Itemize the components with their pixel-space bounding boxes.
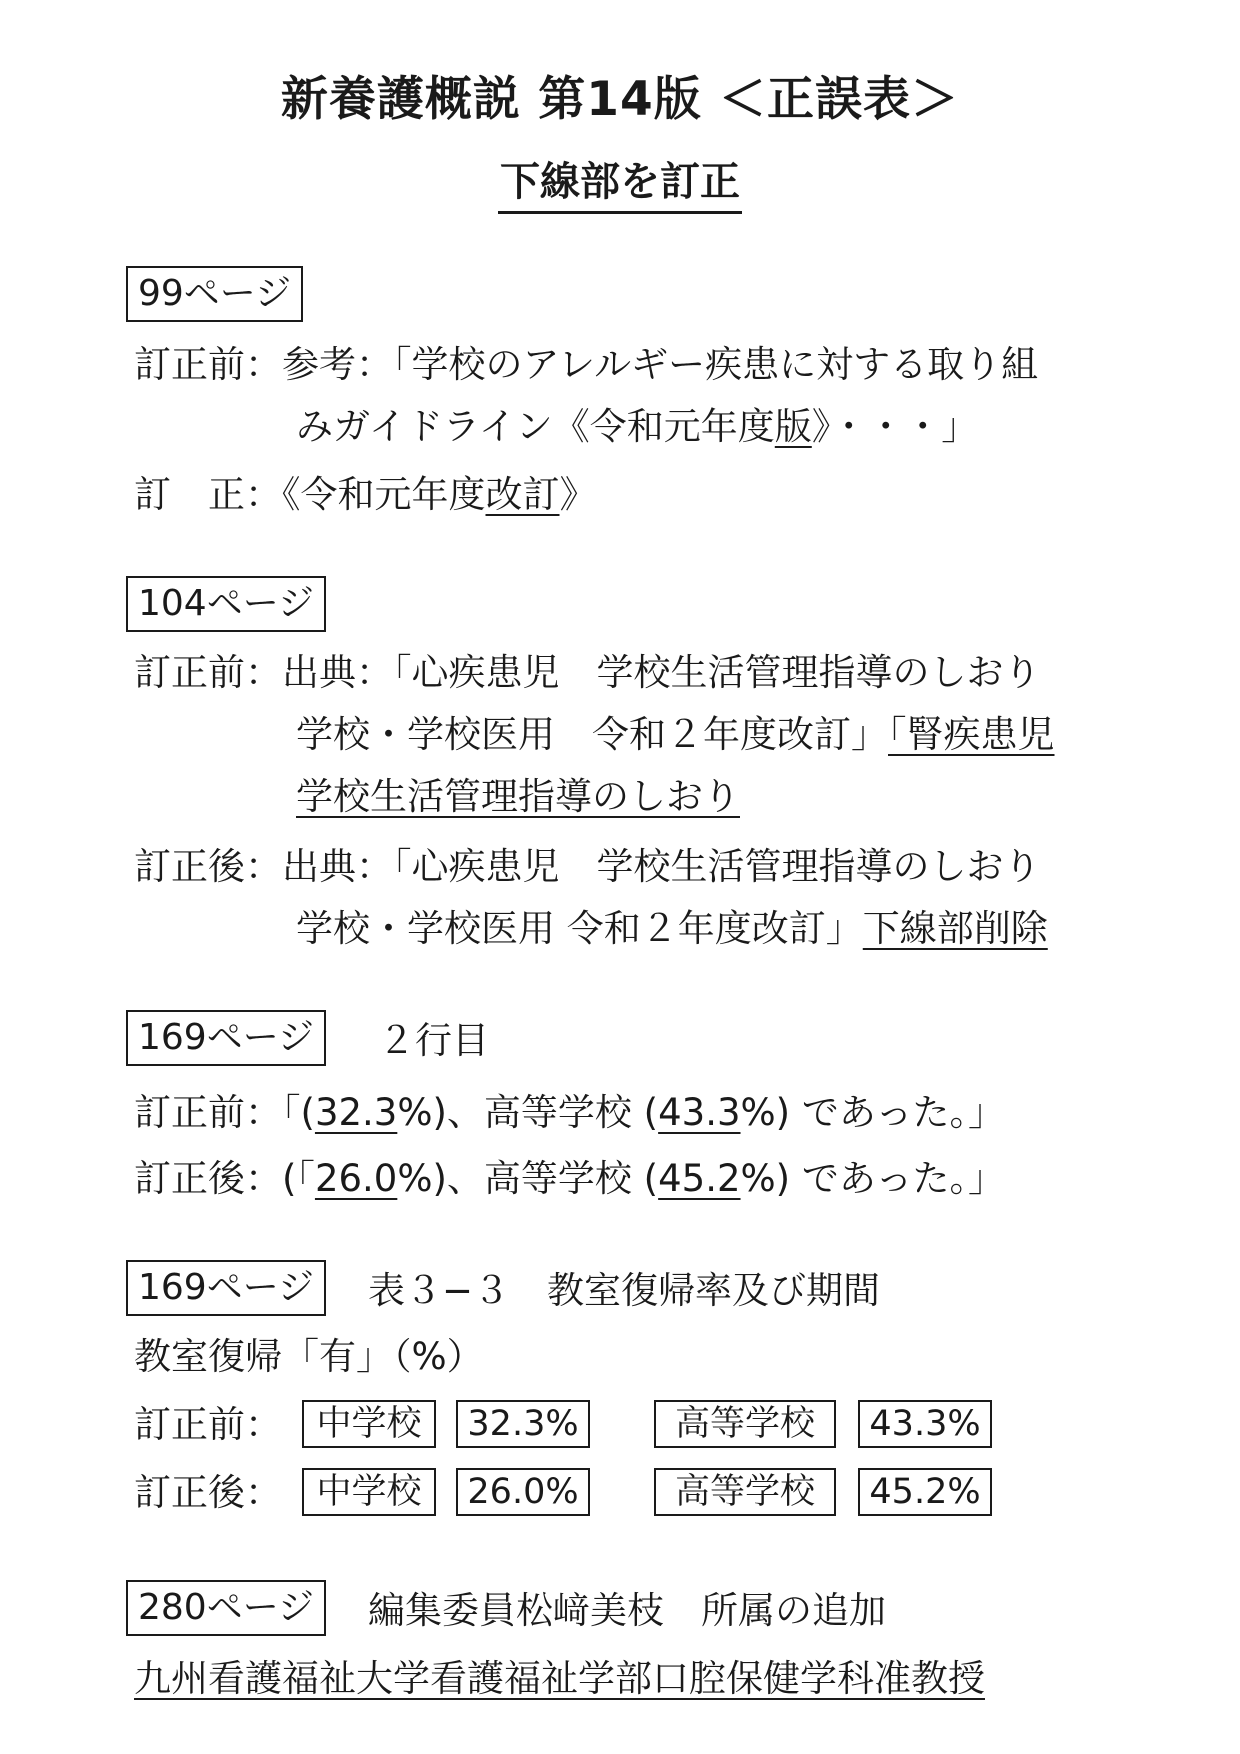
underlined-value: 43.3: [658, 1091, 741, 1134]
underlined-text: 九州看護福祉大学看護福祉学部口腔保健学科准教授: [134, 1657, 985, 1700]
table-cell: 45.2%: [858, 1468, 992, 1516]
s2-after-line-1: [134, 845, 1041, 888]
page-ref-280: 280ページ: [126, 1580, 326, 1636]
table-cell: 43.3%: [858, 1400, 992, 1448]
underlined-value: 32.3: [314, 1091, 398, 1134]
s1-before-line-1: [134, 343, 1039, 386]
underlined-value: 26.0: [314, 1157, 398, 1200]
page-subtitle: [0, 150, 1240, 207]
page-ref-104: 104ページ: [126, 576, 326, 632]
s4-after-label: 訂正後：: [134, 1471, 282, 1514]
underlined-text: 下線部削除: [862, 907, 1048, 950]
s2-before-line-2: [296, 713, 1055, 756]
underlined-text: 改訂: [485, 473, 560, 516]
after-text: 学校・学校医用 令和２年度改訂」: [296, 907, 863, 950]
before-text: 学校・学校医用 令和２年度改訂」: [296, 713, 888, 756]
before-text: 出典：「心疾患児 学校生活管理指導のしおり: [282, 651, 1041, 694]
s4-note: 表３−３ 教室復帰率及び期間: [368, 1269, 881, 1312]
table-cell: 高等学校: [654, 1400, 836, 1448]
s2-after-line-2: [296, 907, 1048, 950]
table-cell: 26.0%: [456, 1468, 590, 1516]
underlined-text: 学校生活管理指導のしおり: [296, 775, 740, 818]
after-label: 訂正後：: [134, 845, 282, 888]
after-text: (「: [282, 1157, 315, 1200]
s3-note: ２行目: [378, 1019, 489, 1062]
s2-before-line-3: [296, 775, 740, 818]
page-ref-169-a: 169ページ: [126, 1010, 326, 1066]
table-cell: 中学校: [302, 1400, 436, 1448]
after-text: 出典：「心疾患児 学校生活管理指導のしおり: [282, 845, 1041, 888]
s3-before-line: [134, 1091, 1005, 1134]
before-text: 》・・・」: [811, 405, 979, 448]
before-text: %)、高等学校 (: [397, 1091, 659, 1134]
before-label: 訂正前：: [134, 343, 282, 386]
before-text: 「(: [282, 1091, 315, 1134]
s5-affiliation: [134, 1657, 985, 1700]
before-label: 訂正前：: [134, 1091, 282, 1134]
before-label: 訂正前：: [134, 651, 282, 694]
s4-caption: 教室復帰「有」（%）: [134, 1335, 484, 1378]
subtitle-text: 下線部を訂正: [498, 159, 742, 214]
before-text: みガイドライン《令和元年度: [296, 405, 775, 448]
page-ref-169-b: 169ページ: [126, 1260, 326, 1316]
underlined-value: 45.2: [658, 1157, 741, 1200]
after-text: %)、高等学校 (: [397, 1157, 659, 1200]
table-cell: 32.3%: [456, 1400, 590, 1448]
s4-before-label: 訂正前：: [134, 1403, 282, 1446]
s2-before-line-1: [134, 651, 1041, 694]
table-cell: 高等学校: [654, 1468, 836, 1516]
after-text: 》: [559, 473, 597, 516]
after-text: 《令和元年度: [282, 473, 486, 516]
s1-before-line-2: [296, 405, 979, 448]
before-text: 参考：「学校のアレルギー疾患に対する取り組: [282, 343, 1039, 386]
underlined-text: 版: [774, 405, 812, 448]
table-cell: 中学校: [302, 1468, 436, 1516]
s5-note: 編集委員松﨑美枝 所属の追加: [368, 1589, 886, 1632]
before-text: %) であった。」: [740, 1091, 1005, 1134]
after-text: %) であった。」: [740, 1157, 1005, 1200]
page-ref-99: 99ページ: [126, 266, 303, 322]
after-label: 訂 正：: [134, 473, 282, 516]
page-title: 新養護概説 第14版 ＜正誤表＞: [280, 72, 960, 127]
s1-after-line: [134, 473, 597, 516]
underlined-text: 「腎疾患児: [888, 713, 1055, 756]
after-label: 訂正後：: [134, 1157, 282, 1200]
s3-after-line: [134, 1157, 1005, 1200]
